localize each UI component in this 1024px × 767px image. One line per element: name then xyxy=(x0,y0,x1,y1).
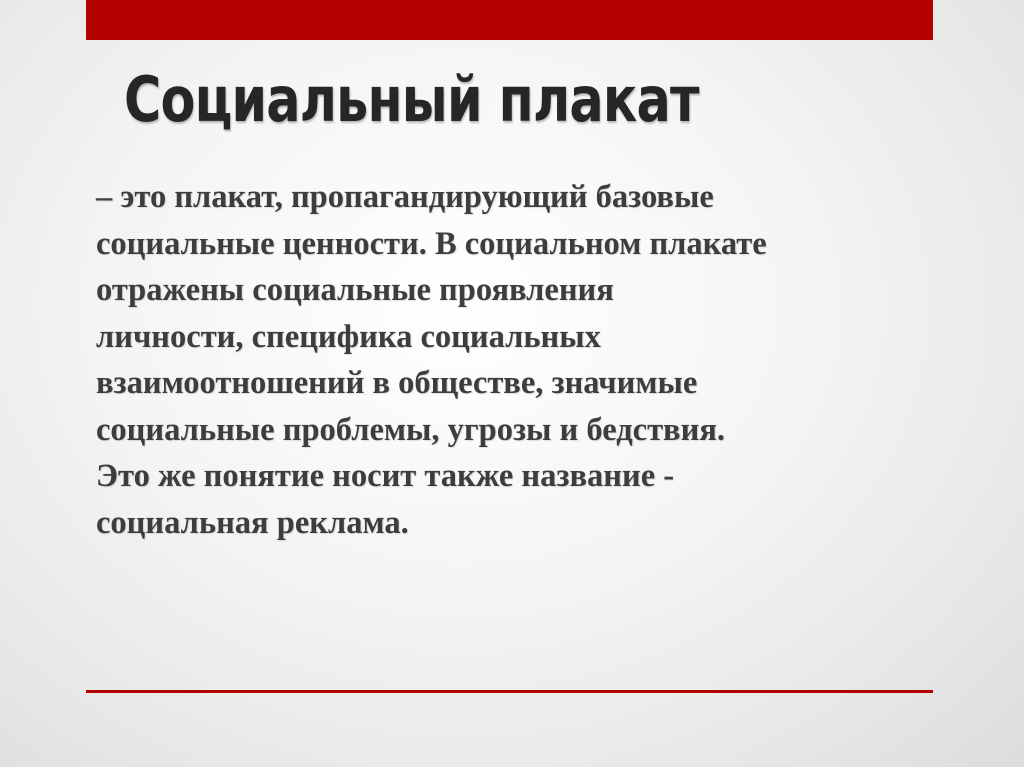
body-line: – это плакат, пропагандирующий базовые xyxy=(96,179,714,215)
body-line: социальные проблемы, угрозы и бедствия. xyxy=(96,411,726,448)
body-line: отражены социальные проявления xyxy=(96,272,614,308)
body-line: Это же понятие носит также название - xyxy=(96,458,675,494)
slide-body xyxy=(96,174,926,546)
body-line: социальные ценности. В социальном плакате xyxy=(96,225,767,262)
top-accent-bar xyxy=(86,0,933,40)
body-line: социальная реклама. xyxy=(96,504,409,541)
bottom-divider-line xyxy=(86,690,933,693)
body-line: личности, специфика социальных xyxy=(96,318,601,355)
body-line: взаимоотношений в обществе, значимые xyxy=(96,365,698,401)
slide-title: Социальный плакат xyxy=(124,63,699,136)
